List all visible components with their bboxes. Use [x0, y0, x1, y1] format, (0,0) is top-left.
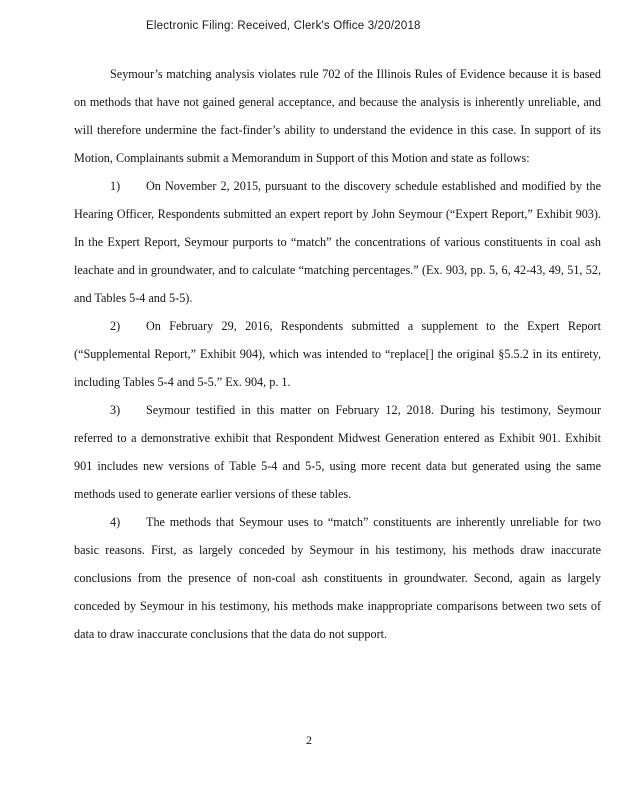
numbered-paragraph-1: [74, 172, 601, 312]
numbered-paragraph-4: [74, 508, 601, 648]
paragraph-text: On February 29, 2016, Respondents submitted a supplement to the Expert Report (“Supplemental Report,” Exhibit 904), which was intended to “replace[] the original §5.5.2 in its entirety, including Tables 5-4 and 5-5.” Ex. 904, p. 1.: [74, 319, 601, 389]
paragraph-number: 1): [110, 179, 121, 193]
paragraph-text: Seymour testified in this matter on February 12, 2018. During his testimony, Seymour referred to a demonstrative exhibit that Respondent Midwest Generation entered as Exhibit 901. Exhibit 901 includes new versions of Table 5-4 and 5-5, using more recent data but generated using the same methods used to generate earlier versions of these tables.: [74, 403, 601, 501]
paragraph-text: On November 2, 2015, pursuant to the discovery schedule established and modified by the Hearing Officer, Respondents submitted an expert report by John Seymour (“Expert Report,” Exhibit 903). In the Expert Report, Seymour purports to “match” the concentrations of various constituents in coal ash leachate and in groundwater, and to calculate “matching percentages.” (Ex. 903, pp. 5, 6, 42-43, 49, 51, 52, and Tables 5-4 and 5-5).: [74, 179, 601, 305]
paragraph-number: 3): [110, 403, 121, 417]
filing-stamp-header: Electronic Filing: Received, Clerk's Office 3/20/2018: [146, 20, 421, 32]
document-body: [74, 60, 601, 648]
intro-paragraph: Seymour’s matching analysis violates rule 702 of the Illinois Rules of Evidence because it is based on methods that have not gained general acceptance, and because the analysis is inherently unreliable, and will therefore undermine the fact-finder’s ability to understand the evidence in this case. In support of its Motion, Complainants submit a Memorandum in Support of this Motion and state as follows:: [74, 67, 601, 165]
paragraph-number: 2): [110, 319, 121, 333]
page-number: 2: [306, 733, 312, 747]
numbered-paragraph-3: [74, 396, 601, 508]
paragraph-number: 4): [110, 515, 121, 529]
numbered-paragraph-2: [74, 312, 601, 396]
paragraph-text: The methods that Seymour uses to “match” constituents are inherently unreliable for two basic reasons. First, as largely conceded by Seymour in his testimony, his methods draw inaccurate conclusions from the presence of non-coal ash constituents in groundwater. Second, again as largely conceded by Seymour in his testimony, his methods make inappropriate comparisons between two sets of data to draw inaccurate conclusions that the data do not support.: [74, 515, 601, 641]
